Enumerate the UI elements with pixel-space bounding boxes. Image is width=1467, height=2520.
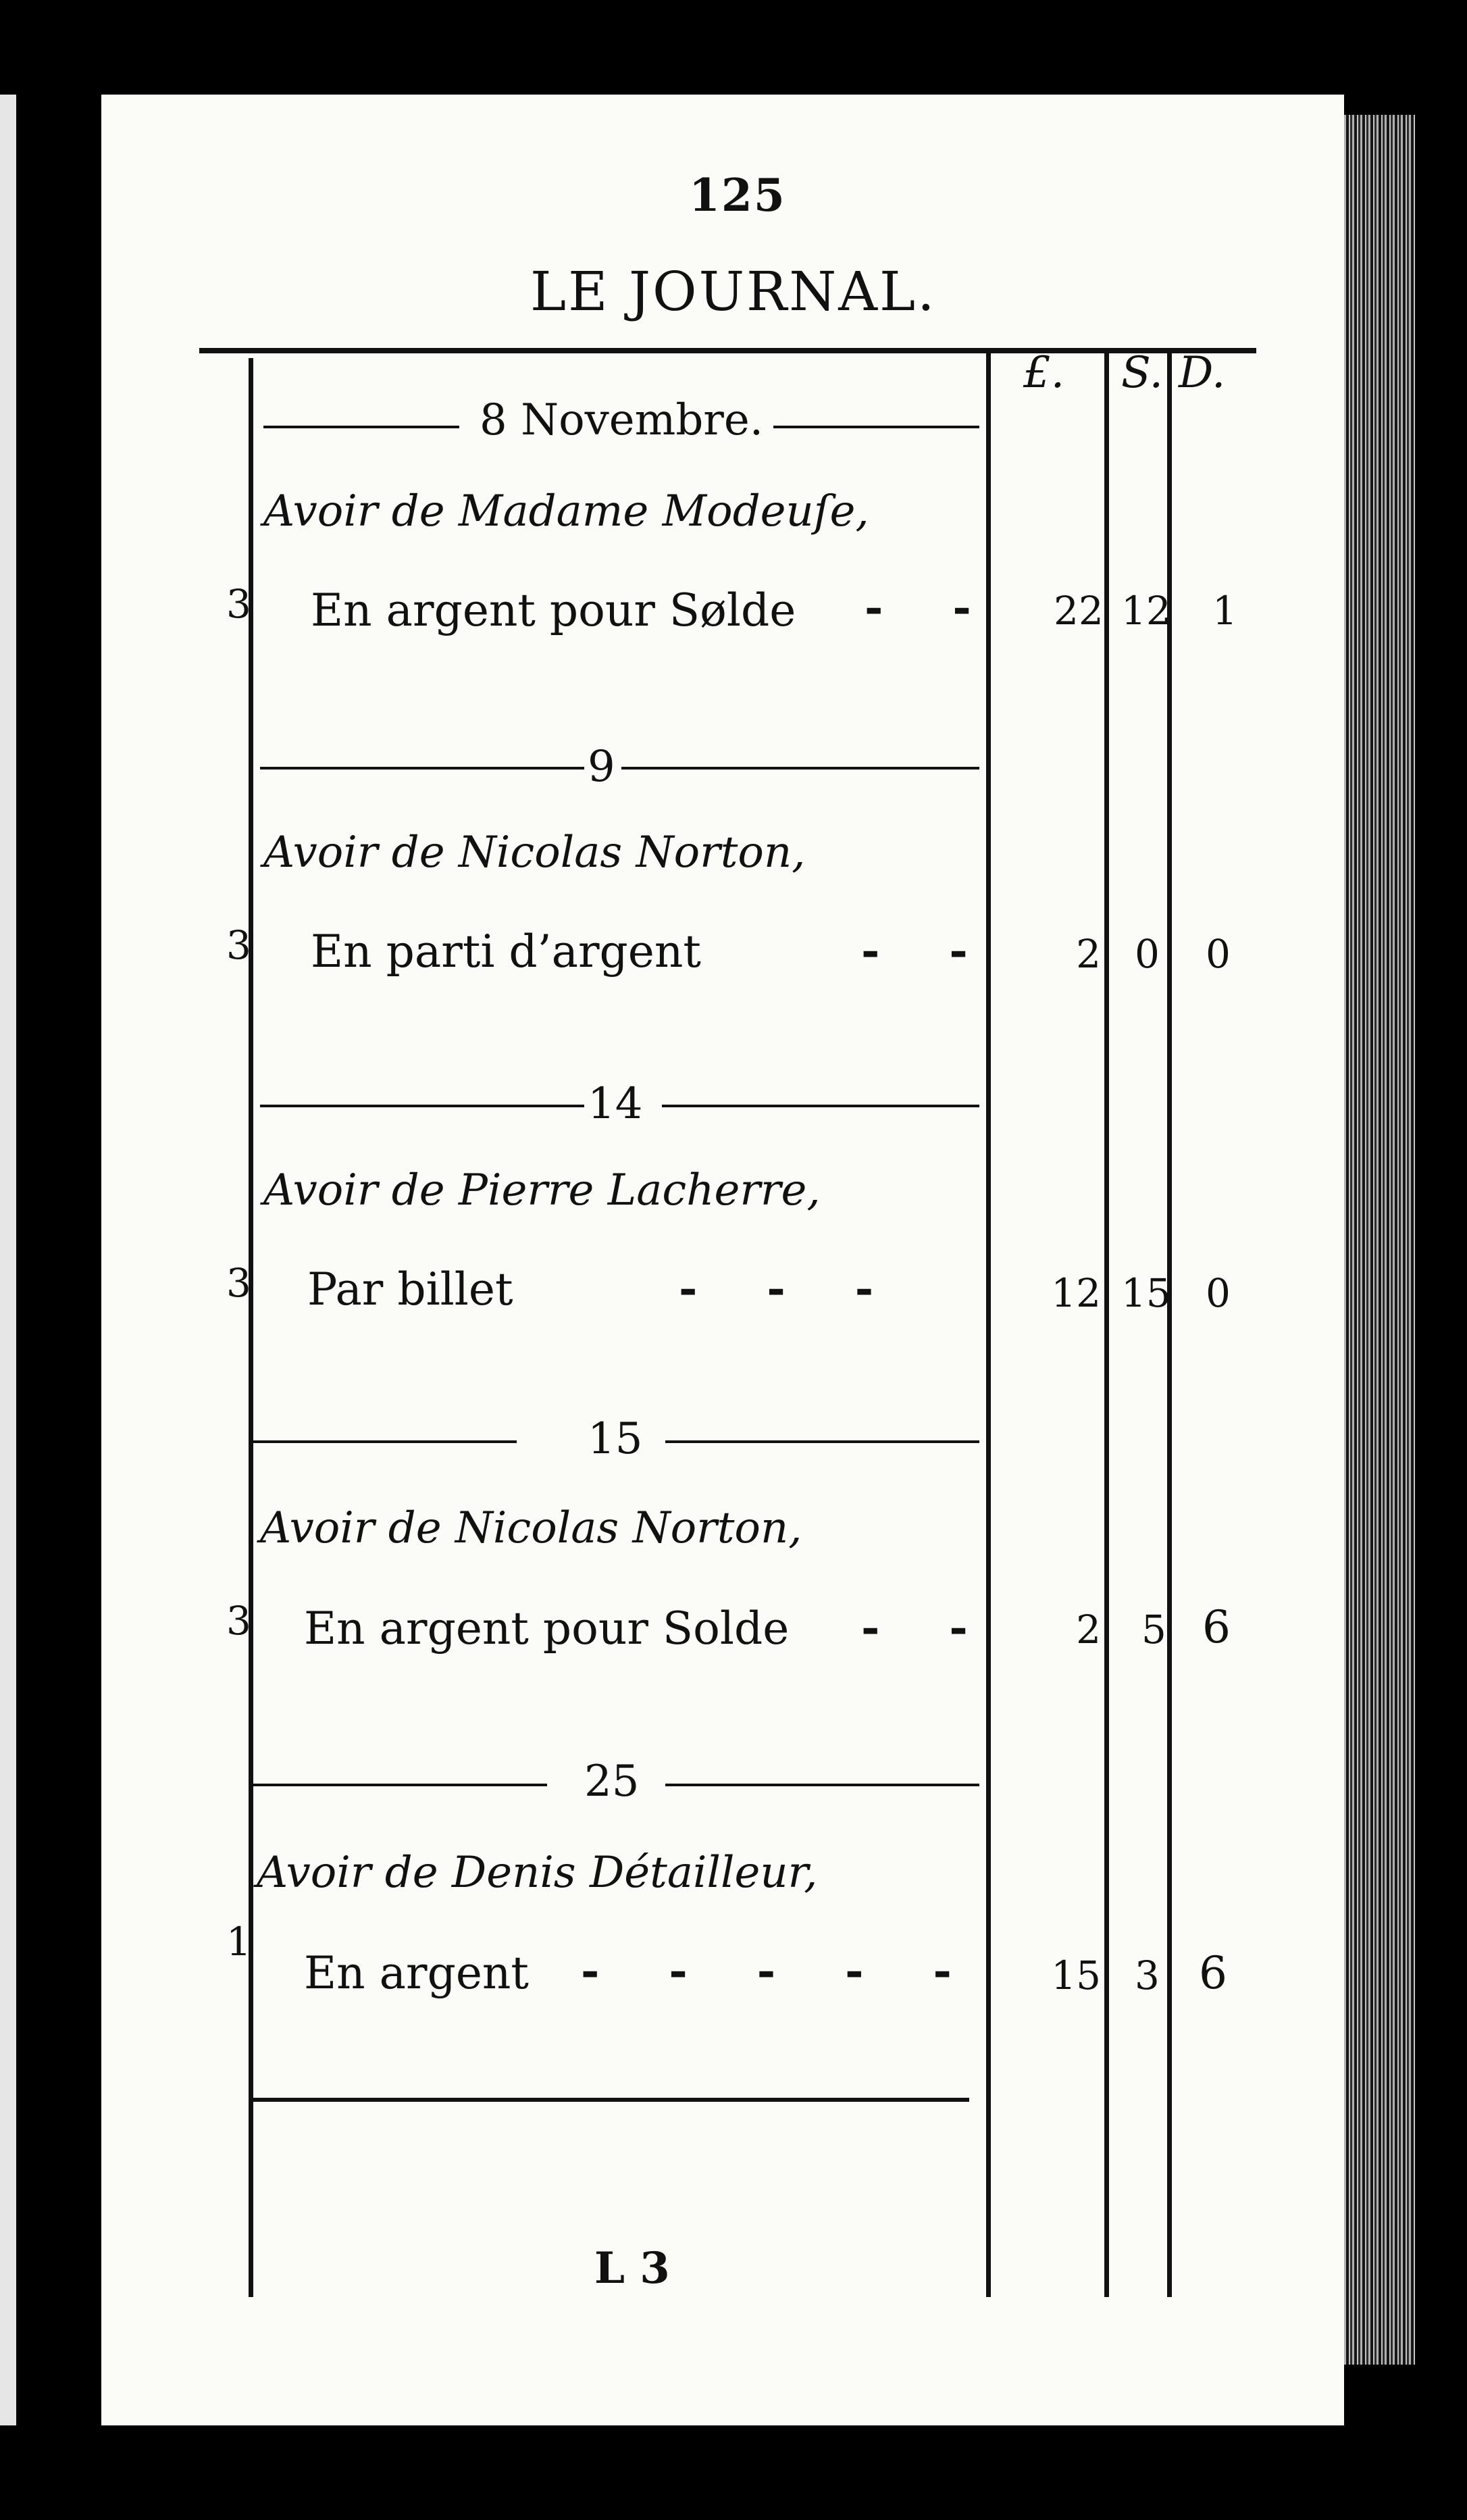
date-rule-left xyxy=(250,1784,547,1786)
page-number: 125 xyxy=(689,169,786,222)
description-column-rule xyxy=(986,351,991,2297)
closing-rule xyxy=(250,2098,969,2102)
entry-leader-dots: - - xyxy=(861,1601,995,1654)
pence-column-heading: D. xyxy=(1179,348,1226,398)
page-fore-edge xyxy=(1344,115,1415,2365)
pounds-column-rule xyxy=(1104,351,1109,2297)
folio-column-rule xyxy=(249,358,253,2297)
date-rule-right xyxy=(665,1784,979,1786)
date-rule-right xyxy=(773,426,979,428)
entry-date: 15 xyxy=(588,1414,643,1464)
pounds-column-heading: £. xyxy=(1023,348,1065,398)
entry-date: 8 Novembre. xyxy=(480,395,764,445)
entry-leader-dots: - - xyxy=(865,581,998,634)
entry-leader-dots: - - - xyxy=(679,1262,901,1315)
entry-pence: 0 xyxy=(1206,1270,1231,1316)
date-rule-left xyxy=(253,1440,517,1443)
entry-folio: 1 xyxy=(226,1919,251,1965)
entry-description: En parti d’argent xyxy=(311,926,701,978)
entry-date: 9 xyxy=(588,742,615,792)
entry-account: Avoir de Pierre Lacherre, xyxy=(263,1165,821,1215)
entry-account: Avoir de Nicolas Norton, xyxy=(260,1503,802,1553)
entry-pence: 6 xyxy=(1202,1601,1231,1653)
entry-pounds: 2 xyxy=(1076,1607,1101,1653)
entry-folio: 3 xyxy=(226,581,251,627)
date-rule-left xyxy=(263,426,459,428)
entry-pounds: 2 xyxy=(1076,931,1101,977)
entry-leader-dots: - - - - - xyxy=(581,1944,979,1997)
entry-description: Par billet xyxy=(307,1263,513,1315)
entry-shillings: 15 xyxy=(1121,1270,1171,1316)
entry-pounds: 22 xyxy=(1054,588,1104,634)
entry-account: Avoir de Denis Détailleur, xyxy=(257,1848,818,1898)
binding-edge xyxy=(0,95,16,2425)
entry-account: Avoir de Madame Modeuſe, xyxy=(263,486,869,536)
entry-pence: 1 xyxy=(1212,588,1237,634)
signature-mark: L 3 xyxy=(594,2243,670,2294)
shillings-column-rule xyxy=(1167,351,1172,2297)
entry-pence: 6 xyxy=(1199,1947,1227,1999)
entry-account: Avoir de Nicolas Norton, xyxy=(263,828,806,878)
entry-date: 14 xyxy=(588,1079,643,1129)
entry-pence: 0 xyxy=(1206,931,1231,977)
entry-folio: 3 xyxy=(226,922,251,968)
entry-description: En argent xyxy=(304,1947,529,1999)
page-title: LE JOURNAL. xyxy=(530,260,937,323)
entry-date: 25 xyxy=(584,1757,640,1807)
entry-shillings: 12 xyxy=(1121,588,1171,634)
entry-description: En argent pour Solde xyxy=(304,1603,790,1655)
date-rule-right xyxy=(662,1105,979,1107)
date-rule-left xyxy=(260,1105,584,1107)
date-rule-left xyxy=(260,767,584,770)
shillings-column-heading: S. xyxy=(1121,348,1163,398)
entry-shillings: 0 xyxy=(1135,931,1160,977)
entry-shillings: 3 xyxy=(1135,1952,1160,1998)
entry-leader-dots: - - xyxy=(861,924,995,977)
entry-description: En argent pour Sølde xyxy=(311,584,796,636)
entry-shillings: 5 xyxy=(1141,1607,1166,1653)
date-rule-right xyxy=(665,1440,979,1443)
header-rule xyxy=(199,348,1256,353)
entry-folio: 3 xyxy=(226,1260,251,1306)
entry-folio: 3 xyxy=(226,1598,251,1644)
entry-pounds: 12 xyxy=(1051,1270,1101,1316)
date-rule-right xyxy=(621,767,979,770)
entry-pounds: 15 xyxy=(1051,1952,1101,1998)
